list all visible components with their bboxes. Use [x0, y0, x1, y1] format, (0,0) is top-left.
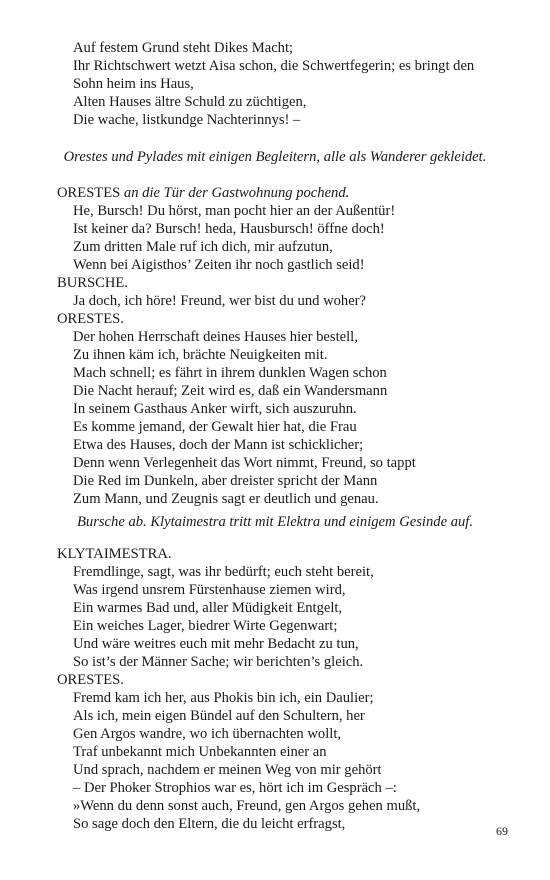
speaker-name	[57, 671, 124, 689]
verse-line: Ihr Richtschwert wetzt Aisa schon, die Schwertfegerin; es bringt den	[73, 58, 475, 74]
speaker-label: ORESTES.	[57, 311, 124, 327]
verse-line: Fremdlinge, sagt, was ihr bedürft; euch steht bereit,	[73, 564, 374, 580]
verse-line: Es komme jemand, der Gewalt hier hat, die Frau	[73, 419, 357, 435]
speaker-name	[57, 274, 128, 292]
stage-direction: Bursche ab. Klytaimestra tritt mit Elektra und einigem Gesinde auf.	[76, 514, 473, 530]
verse-line: Sohn heim ins Haus,	[73, 76, 194, 92]
verse-line: So sage doch den Eltern, die du leicht erfragst,	[73, 816, 346, 832]
verse-line: Traf unbekannt mich Unbekannten einer an	[73, 744, 327, 760]
verse-line: Gen Argos wandre, wo ich übernachten wollt,	[73, 726, 342, 742]
speaker-name	[57, 545, 172, 563]
verse-line: So ist’s der Männer Sache; wir berichten’s gleich.	[73, 654, 364, 670]
verse-line: Als ich, mein eigen Bündel auf den Schultern, her	[73, 708, 365, 724]
speaker-label: KLYTAIMESTRA.	[57, 546, 172, 562]
verse-line: Ja doch, ich höre! Freund, wer bist du und woher?	[73, 293, 367, 309]
verse-line: Alten Hauses ältre Schuld zu züchtigen,	[73, 94, 307, 110]
speaker-direction: an die Tür der Gastwohnung pochend.	[120, 185, 350, 201]
verse-line: Was irgend unsrem Fürstenhause ziemen wird,	[73, 582, 346, 598]
verse-line: Zu ihnen käm ich, brächte Neuigkeiten mit.	[73, 347, 328, 363]
verse-line: »Wenn du denn sonst auch, Freund, gen Argos gehen mußt,	[73, 798, 421, 814]
speaker-label: ORESTES.	[57, 672, 124, 688]
verse-line: Und sprach, nachdem er meinen Weg von mir gehört	[73, 762, 382, 778]
speaker-name	[57, 310, 124, 328]
verse-line: Ein warmes Bad und, aller Müdigkeit Entgelt,	[73, 600, 343, 616]
stage-direction: Orestes und Pylades mit einigen Begleitern, alle als Wanderer gekleidet.	[63, 149, 487, 165]
verse-line: Die Nacht herauf; Zeit wird es, daß ein Wandersmann	[73, 383, 388, 399]
verse-line: Denn wenn Verlegenheit das Wort nimmt, Freund, so tappt	[73, 455, 416, 471]
verse-line: Wenn bei Aigisthos’ Zeiten ihr noch gastlich seid!	[73, 257, 365, 273]
verse-line: In seinem Gasthaus Anker wirft, sich auszuruhn.	[73, 401, 357, 417]
verse-line: Und wäre weitres euch mit mehr Bedacht zu tun,	[73, 636, 359, 652]
verse-line: Fremd kam ich her, aus Phokis bin ich, ein Daulier;	[73, 690, 374, 706]
verse-line: Die Red im Dunkeln, aber dreister spricht der Mann	[73, 473, 378, 489]
verse-line: Zum Mann, und Zeugnis sagt er deutlich und genau.	[73, 491, 379, 507]
verse-line: – Der Phoker Strophios war es, hört ich im Gespräch –:	[73, 780, 397, 796]
verse-line: Ein weiches Lager, biedrer Wirte Gegenwart;	[73, 618, 338, 634]
verse-line: Zum dritten Male ruf ich dich, mir aufzutun,	[73, 239, 333, 255]
verse-line: He, Bursch! Du hörst, man pocht hier an der Außentür!	[73, 203, 396, 219]
verse-line: Mach schnell; es fährt in ihrem dunklen Wagen schon	[73, 365, 387, 381]
verse-line: Die wache, listkundge Nachterinnys! –	[73, 112, 301, 128]
speaker-label: BURSCHE.	[57, 275, 128, 291]
speaker-label: ORESTES	[57, 185, 121, 201]
verse-line: Etwa des Hauses, doch der Mann ist schicklicher;	[73, 437, 364, 453]
page-number: 69	[496, 824, 508, 838]
speaker-name	[57, 184, 349, 202]
verse-line: Der hohen Herrschaft deines Hauses hier bestell,	[73, 329, 358, 345]
verse-line: Ist keiner da? Bursch! heda, Hausbursch! öffne doch!	[73, 221, 385, 237]
verse-line: Auf festem Grund steht Dikes Macht;	[73, 40, 294, 56]
